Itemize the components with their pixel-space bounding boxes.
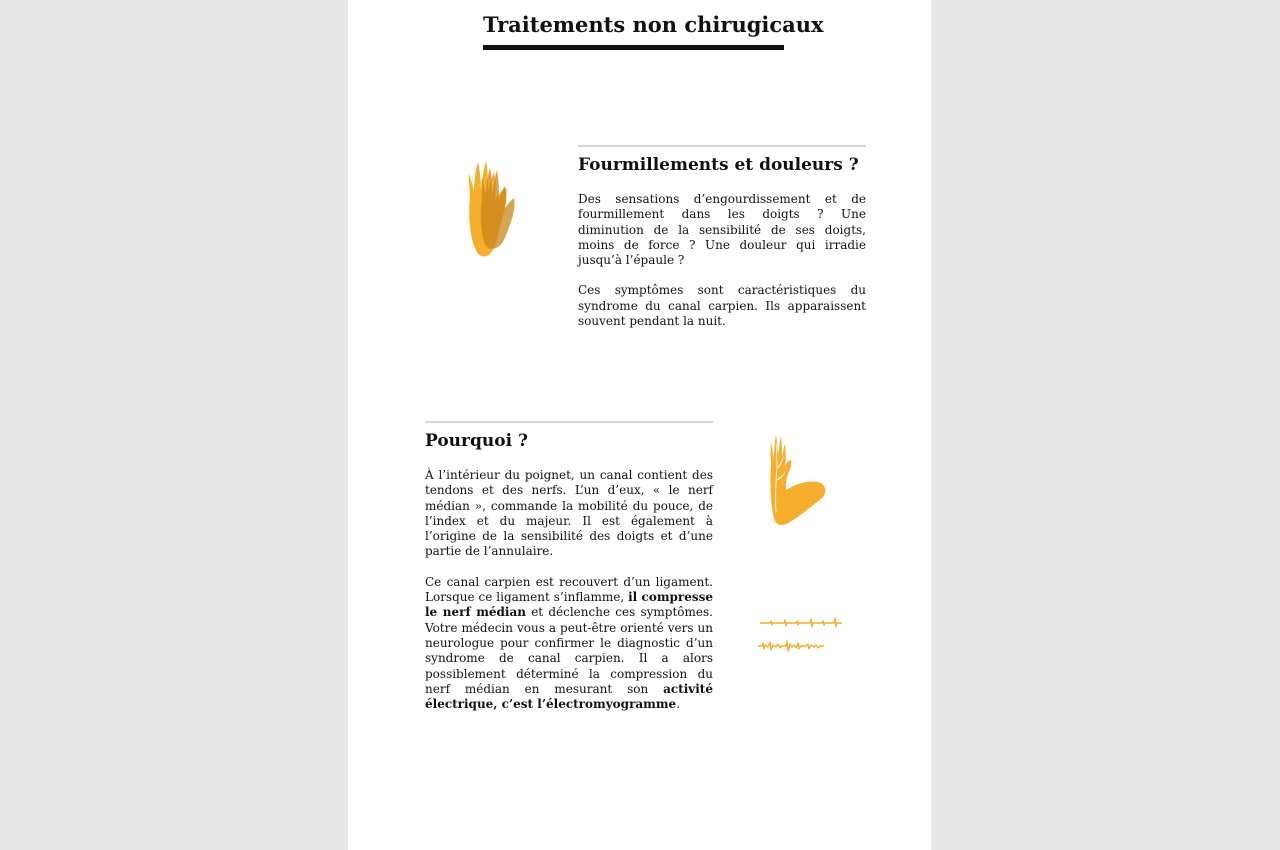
hand-illustration [466,158,518,262]
text-run: . [676,697,681,712]
paragraph: À l’intérieur du poignet, un canal contient des tendons et des nerfs. L’un d’eux, « le nerf médian », commande la mobilité du pouce, de l’index et du majeur. Il est également à l’origine de la sensibilité des doigts et d’une partie de l’annulaire. [425,468,713,559]
section-symptoms [578,145,866,344]
bold-text: activité électrique, c’est l’électromyogramme [425,681,713,712]
page-title: Traitements non chirugicaux [483,12,784,50]
text-run: et déclenche ces symptômes. Votre médecin vous a peut-être orienté vers un neurologue pour confirmer le diagnostic d’un syndrome de canal carpien. Il a alors possiblement déterminé la compression du nerf médian en mesurant son [425,605,713,696]
bold-text: il compresse le nerf médian [425,590,714,620]
section-why [425,421,713,727]
paragraph: Ces symptômes sont caractéristiques du syndrome du canal carpien. Ils apparaissent souvent pendant la nuit. [578,283,866,329]
section-heading: Fourmillements et douleurs ? [578,155,859,175]
document-page [348,0,931,850]
paragraph [425,575,713,713]
section-heading: Pourquoi ? [425,431,528,451]
arm-illustration [764,432,834,530]
text-run: Ce canal carpien est recouvert d’un ligament. Lorsque ce ligament s’inflamme, [425,574,713,605]
emg-signal-illustration [756,614,844,654]
paragraph: Des sensations d’engourdissement et de fourmillement dans les doigts ? Une diminution de la sensibilité de ses doigts, moins de force ? Une douleur qui irradie jusqu’à l’épaule ? [578,192,866,268]
